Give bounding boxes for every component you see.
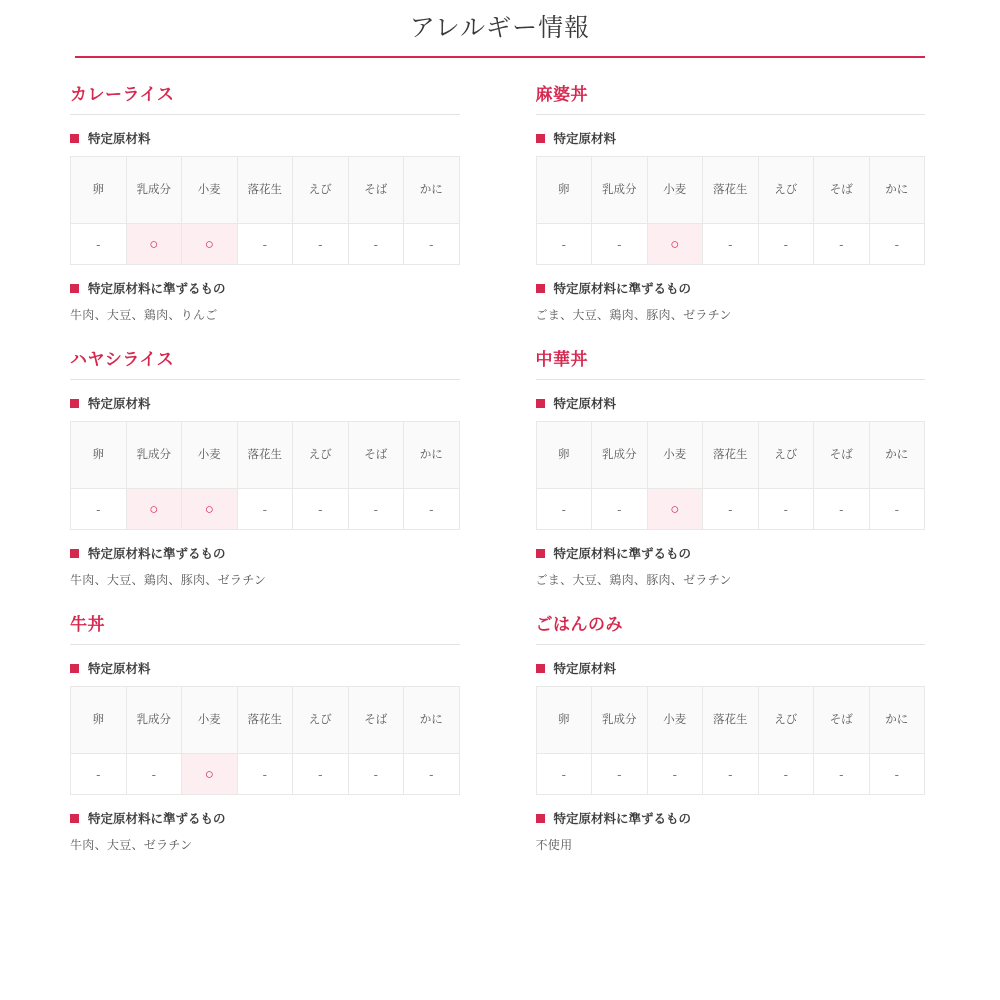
- column-header-milk: 乳成分: [126, 422, 182, 489]
- cell-shrimp: -: [293, 754, 349, 795]
- cell-milk: -: [592, 224, 648, 265]
- square-bullet-icon: [70, 814, 79, 823]
- section-label: 特定原材料: [88, 132, 151, 146]
- cell-peanut: -: [237, 224, 293, 265]
- column-header-shrimp: えび: [293, 422, 349, 489]
- cell-milk: -: [592, 754, 648, 795]
- section-specified-raw: [536, 659, 926, 677]
- cell-peanut: -: [703, 489, 759, 530]
- section-label: 特定原材料: [553, 662, 617, 676]
- column-header-peanut: 落花生: [703, 422, 759, 489]
- section-equivalent-raw: [536, 809, 926, 827]
- cell-buckwheat: -: [348, 489, 404, 530]
- cell-wheat: ○: [182, 489, 238, 530]
- cell-peanut: -: [703, 754, 759, 795]
- menu-item-gyudon: [70, 610, 460, 853]
- column-header-wheat: 小麦: [182, 422, 238, 489]
- square-bullet-icon: [70, 399, 79, 408]
- column-header-wheat: 小麦: [182, 687, 238, 754]
- section-label: 特定原材料: [553, 132, 617, 146]
- section-label: 特定原材料に準ずるもの: [553, 282, 692, 296]
- cell-shrimp: -: [293, 489, 349, 530]
- table-header-row: [71, 422, 460, 489]
- column-header-egg: 卵: [71, 422, 127, 489]
- table-header-row: [536, 687, 925, 754]
- equivalent-list: 牛肉、大豆、鶏肉、りんご: [70, 308, 218, 322]
- column-right: [498, 58, 926, 853]
- section-specified-raw: [70, 129, 460, 147]
- menu-item-title: カレーライス: [70, 80, 460, 115]
- section-specified-raw: [536, 394, 926, 412]
- column-header-peanut: 落花生: [703, 687, 759, 754]
- cell-shrimp: -: [758, 754, 814, 795]
- square-bullet-icon: [70, 284, 79, 293]
- column-header-buckwheat: そば: [814, 422, 870, 489]
- column-header-shrimp: えび: [758, 157, 814, 224]
- column-header-wheat: 小麦: [647, 157, 703, 224]
- section-label: 特定原材料: [88, 397, 151, 411]
- column-header-egg: 卵: [536, 422, 592, 489]
- cell-crab: -: [404, 224, 460, 265]
- cell-milk: ○: [126, 224, 182, 265]
- allergen-table: [536, 421, 926, 530]
- column-header-peanut: 落花生: [237, 422, 293, 489]
- allergen-table: [70, 421, 460, 530]
- column-header-milk: 乳成分: [592, 687, 648, 754]
- column-header-wheat: 小麦: [647, 422, 703, 489]
- cell-wheat: ○: [182, 224, 238, 265]
- section-specified-raw: [536, 129, 926, 147]
- column-header-crab: かに: [404, 422, 460, 489]
- menu-grid: [0, 58, 1000, 853]
- cell-peanut: -: [237, 754, 293, 795]
- cell-buckwheat: -: [348, 754, 404, 795]
- column-header-crab: かに: [869, 422, 925, 489]
- column-header-shrimp: えび: [758, 687, 814, 754]
- column-header-peanut: 落花生: [237, 157, 293, 224]
- table-row: [71, 224, 460, 265]
- cell-crab: -: [869, 489, 925, 530]
- cell-egg: -: [71, 754, 127, 795]
- column-header-crab: かに: [404, 157, 460, 224]
- menu-item-title: ごはんのみ: [536, 610, 926, 645]
- cell-egg: -: [71, 489, 127, 530]
- section-specified-raw: [70, 394, 460, 412]
- allergen-table: [70, 156, 460, 265]
- cell-wheat: ○: [182, 754, 238, 795]
- column-header-buckwheat: そば: [814, 687, 870, 754]
- equivalent-list: 不使用: [535, 838, 573, 852]
- cell-egg: -: [536, 489, 592, 530]
- cell-shrimp: -: [293, 224, 349, 265]
- square-bullet-icon: [70, 549, 79, 558]
- column-header-buckwheat: そば: [814, 157, 870, 224]
- section-label: 特定原材料: [553, 397, 617, 411]
- menu-item-title: 牛丼: [70, 610, 460, 645]
- cell-peanut: -: [237, 489, 293, 530]
- column-header-buckwheat: そば: [348, 422, 404, 489]
- cell-buckwheat: -: [348, 224, 404, 265]
- menu-item-mabo-don: [536, 80, 926, 323]
- menu-item-chuka-don: [536, 345, 926, 588]
- table-row: [536, 489, 925, 530]
- section-equivalent-raw: [70, 279, 460, 297]
- section-label: 特定原材料に準ずるもの: [553, 547, 692, 561]
- column-header-shrimp: えび: [293, 687, 349, 754]
- section-label: 特定原材料に準ずるもの: [88, 547, 226, 561]
- cell-shrimp: -: [758, 224, 814, 265]
- cell-milk: -: [592, 489, 648, 530]
- equivalent-list: ごま、大豆、鶏肉、豚肉、ゼラチン: [535, 308, 732, 322]
- menu-item-gohan-only: [536, 610, 926, 853]
- cell-crab: -: [869, 224, 925, 265]
- table-row: [536, 754, 925, 795]
- square-bullet-icon: [536, 549, 545, 558]
- column-header-egg: 卵: [536, 157, 592, 224]
- equivalent-list: 牛肉、大豆、鶏肉、豚肉、ゼラチン: [70, 573, 267, 587]
- table-header-row: [536, 422, 925, 489]
- table-header-row: [71, 687, 460, 754]
- column-header-milk: 乳成分: [126, 687, 182, 754]
- cell-crab: -: [404, 489, 460, 530]
- column-header-egg: 卵: [71, 687, 127, 754]
- cell-egg: -: [536, 754, 592, 795]
- cell-crab: -: [869, 754, 925, 795]
- menu-item-curry-rice: [70, 80, 460, 323]
- cell-milk: ○: [126, 489, 182, 530]
- section-equivalent-raw: [536, 279, 926, 297]
- column-header-crab: かに: [404, 687, 460, 754]
- section-equivalent-raw: [536, 544, 926, 562]
- column-header-shrimp: えび: [293, 157, 349, 224]
- square-bullet-icon: [536, 814, 545, 823]
- cell-buckwheat: -: [814, 489, 870, 530]
- menu-item-hayashi-rice: [70, 345, 460, 588]
- square-bullet-icon: [536, 134, 545, 143]
- section-label: 特定原材料に準ずるもの: [88, 812, 226, 826]
- column-header-shrimp: えび: [758, 422, 814, 489]
- table-header-row: [71, 157, 460, 224]
- equivalent-list: 牛肉、大豆、ゼラチン: [70, 838, 193, 852]
- column-header-milk: 乳成分: [592, 157, 648, 224]
- cell-wheat: ○: [647, 489, 703, 530]
- cell-buckwheat: -: [814, 754, 870, 795]
- allergen-table: [536, 686, 926, 795]
- square-bullet-icon: [70, 134, 79, 143]
- cell-wheat: ○: [647, 224, 703, 265]
- column-header-wheat: 小麦: [182, 157, 238, 224]
- column-header-egg: 卵: [71, 157, 127, 224]
- column-header-peanut: 落花生: [237, 687, 293, 754]
- cell-buckwheat: -: [814, 224, 870, 265]
- equivalent-list: ごま、大豆、鶏肉、豚肉、ゼラチン: [535, 573, 732, 587]
- column-header-crab: かに: [869, 157, 925, 224]
- column-header-wheat: 小麦: [647, 687, 703, 754]
- column-header-buckwheat: そば: [348, 687, 404, 754]
- cell-egg: -: [536, 224, 592, 265]
- column-header-crab: かに: [869, 687, 925, 754]
- allergen-table: [70, 686, 460, 795]
- menu-item-title: ハヤシライス: [70, 345, 460, 380]
- section-equivalent-raw: [70, 544, 460, 562]
- square-bullet-icon: [70, 664, 79, 673]
- allergen-table: [536, 156, 926, 265]
- section-label: 特定原材料: [88, 662, 151, 676]
- cell-egg: -: [71, 224, 127, 265]
- column-header-milk: 乳成分: [126, 157, 182, 224]
- table-row: [71, 754, 460, 795]
- menu-item-title: 中華丼: [536, 345, 926, 380]
- section-specified-raw: [70, 659, 460, 677]
- section-equivalent-raw: [70, 809, 460, 827]
- menu-item-title: 麻婆丼: [536, 80, 926, 115]
- column-header-buckwheat: そば: [348, 157, 404, 224]
- cell-crab: -: [404, 754, 460, 795]
- column-header-egg: 卵: [536, 687, 592, 754]
- column-header-peanut: 落花生: [703, 157, 759, 224]
- cell-shrimp: -: [758, 489, 814, 530]
- square-bullet-icon: [536, 284, 545, 293]
- section-label: 特定原材料に準ずるもの: [88, 282, 226, 296]
- section-label: 特定原材料に準ずるもの: [553, 812, 692, 826]
- table-row: [71, 489, 460, 530]
- table-header-row: [536, 157, 925, 224]
- column-left: [70, 58, 498, 853]
- table-row: [536, 224, 925, 265]
- square-bullet-icon: [536, 664, 545, 673]
- square-bullet-icon: [536, 399, 545, 408]
- cell-peanut: -: [703, 224, 759, 265]
- cell-wheat: -: [647, 754, 703, 795]
- column-header-milk: 乳成分: [592, 422, 648, 489]
- cell-milk: -: [126, 754, 182, 795]
- page-title: アレルギー情報: [409, 14, 591, 42]
